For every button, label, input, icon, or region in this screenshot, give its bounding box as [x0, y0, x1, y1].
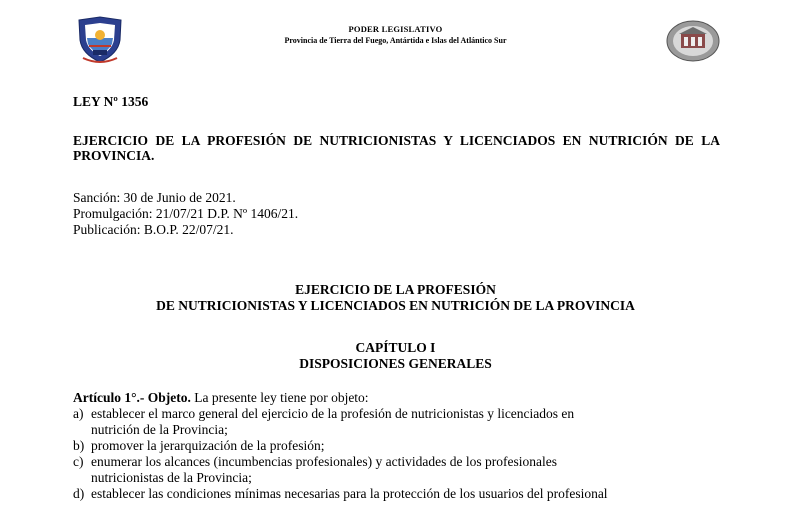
item-text: establecer el marco general del ejercicio de la profesión de nutricionistas y licenciados en	[91, 406, 575, 421]
item-continuation: nutrición de la Provincia;	[91, 422, 228, 437]
article-1-label: Artículo 1°.- Objeto.	[73, 390, 191, 405]
main-heading-line2: DE NUTRICIONISTAS Y LICENCIADOS EN NUTRICIÓN DE LA PROVINCIA	[156, 298, 635, 313]
item-letter: d)	[73, 486, 85, 501]
header-province: Provincia de Tierra del Fuego, Antártida e Islas del Atlántico Sur	[284, 36, 507, 45]
article-1	[73, 390, 720, 502]
chapter-number: CAPÍTULO I	[355, 340, 436, 355]
promulgacion-date: Promulgación: 21/07/21 D.P. Nº 1406/21.	[73, 206, 299, 221]
list-item	[73, 486, 720, 502]
item-text: enumerar los alcances (incumbencias profesionales) y actividades de los profesionales	[91, 454, 557, 469]
item-letter: b)	[73, 438, 85, 453]
law-metadata	[73, 190, 720, 238]
item-text: promover la jerarquización de la profesión;	[91, 438, 325, 453]
article-1-intro-text: La presente ley tiene por objeto:	[190, 390, 369, 405]
item-continuation: nutricionistas de la Provincia;	[91, 470, 252, 485]
sancion-date: Sanción: 30 de Junio de 2021.	[73, 190, 236, 205]
header-institution: PODER LEGISLATIVO	[348, 24, 443, 34]
publicacion-date: Publicación: B.O.P. 22/07/21.	[73, 222, 234, 237]
item-letter: a)	[73, 406, 84, 421]
item-text: establecer las condiciones mínimas necesarias para la protección de los usuarios del profesional	[91, 486, 608, 501]
item-letter: c)	[73, 454, 84, 469]
legislature-seal-icon	[666, 20, 720, 62]
chapter-name: DISPOSICIONES GENERALES	[299, 356, 492, 371]
chapter-heading	[0, 340, 791, 372]
list-item	[73, 454, 720, 470]
main-heading-line1: EJERCICIO DE LA PROFESIÓN	[295, 282, 496, 297]
list-item	[73, 438, 720, 454]
law-title: EJERCICIO DE LA PROFESIÓN DE NUTRICIONISTAS Y LICENCIADOS EN NUTRICIÓN DE LA PROVINCIA.	[73, 133, 720, 163]
law-number: LEY Nº 1356	[73, 94, 149, 109]
list-item	[73, 406, 720, 422]
main-heading	[0, 282, 791, 314]
article-1-intro	[73, 390, 720, 406]
